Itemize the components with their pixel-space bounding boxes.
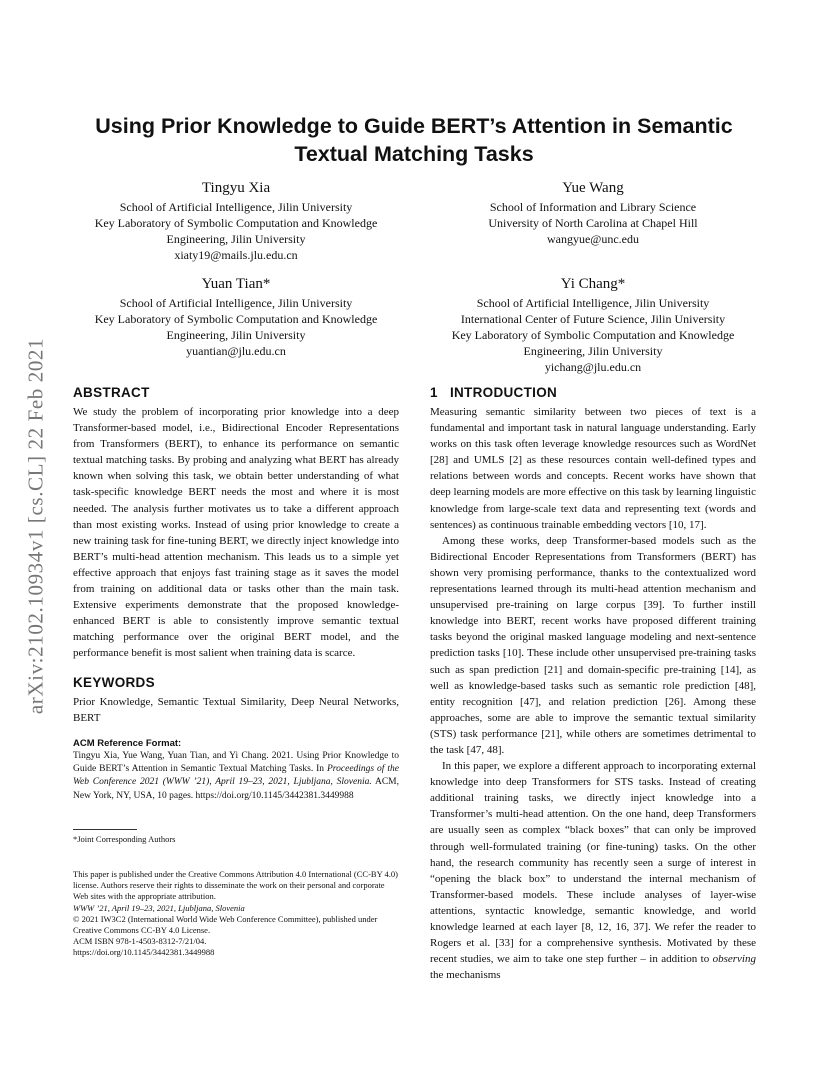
author-email: xiaty19@mails.jlu.edu.cn <box>174 248 298 262</box>
author-name: Yi Chang* <box>560 276 626 292</box>
license-isbn: ACM ISBN 978-1-4503-8312-7/21/04. <box>73 936 207 947</box>
author-block-1 <box>73 179 399 263</box>
author-affiliation: Engineering, Jilin University <box>523 344 663 358</box>
intro-emphasis: observing <box>712 953 756 966</box>
author-affiliation: Key Laboratory of Symbolic Computation and Knowledge <box>94 216 378 230</box>
introduction-heading: 1 INTRODUCTION <box>430 385 558 400</box>
intro-paragraph-3 <box>430 758 756 983</box>
author-affiliation: Key Laboratory of Symbolic Computation and Knowledge <box>451 328 735 342</box>
author-affiliation: School of Information and Library Science <box>489 200 697 214</box>
author-email: yuantian@jlu.edu.cn <box>186 344 286 358</box>
license-doi[interactable]: https://doi.org/10.1145/3442381.3449988 <box>73 947 215 958</box>
intro-paragraph-2: Among these works, deep Transformer-based models such as the Bidirectional Encoder Representations from Transformers (BERT) has shown very promising performance, thanks to the contextualized word representations learned through its multi-head attention mechanism and unsupervised pre-training on large corpus [39]. To further instill knowledge into BERT, recent works have proposed different training tasks beyond the original masked language modeling and next-sentence prediction tasks [10]. These include other unsupervised pre-training tasks such as span prediction [21] and domain-specific pre-training [14], as well as knowledge-based tasks such as semantic role prediction [48], entity recognition [47], and relation prediction [26]. Among these approaches, some are able to improve the semantic textual similarity (STS) task performance [21], while others are sometimes detrimental to the task [47, 48]. <box>430 534 756 756</box>
acm-reference-venue: Proceedings of the Web Conference 2021 (WWW ’21), April 19–23, 2021, Ljubljana, Slovenia. <box>73 763 399 788</box>
intro-paragraph-1: Measuring semantic similarity between two pieces of text is a fundamental and important task in natural language understanding. Early works on this task often leverage knowledge resources such as WordNet [28] and UMLS [2] as these resources contain well-defined types and relations between words and concepts. Recent works have shown that deep learning models are more effective on this task by learning linguistic knowledge from large-scale text data and representing text (words and sentences) as continuous trainable embedding vectors [10, 17]. <box>430 406 756 531</box>
title-line-2: Textual Matching Tasks <box>294 142 534 166</box>
left-column <box>73 384 399 803</box>
author-affiliation: School of Artificial Intelligence, Jilin University <box>119 200 353 214</box>
footnote-rule <box>73 829 137 830</box>
author-affiliation: Engineering, Jilin University <box>166 328 306 342</box>
abstract-heading: ABSTRACT <box>73 385 150 400</box>
author-affiliation: Engineering, Jilin University <box>166 232 306 246</box>
author-affiliation: International Center of Future Science, Jilin University <box>460 312 726 326</box>
author-affiliation: School of Artificial Intelligence, Jilin University <box>476 296 710 310</box>
acm-reference-heading: ACM Reference Format: <box>73 737 182 749</box>
author-email: wangyue@unc.edu <box>546 232 640 246</box>
acm-reference-part: ACM, New York, NY, USA, 10 pages. https://doi.org/10.1145/3442381.3449988 <box>73 777 399 801</box>
license-copyright: © 2021 IW3C2 (International World Wide Web Conference Committee), published under Creative Commons CC-BY 4.0 License. <box>73 913 378 936</box>
paper-title <box>60 112 768 168</box>
author-block-3 <box>73 275 399 359</box>
author-block-2 <box>430 179 756 247</box>
keywords-heading: KEYWORDS <box>73 674 155 690</box>
author-affiliation: University of North Carolina at Chapel Hill <box>488 216 698 230</box>
author-name: Yuan Tian* <box>201 276 271 292</box>
keywords-text: Prior Knowledge, Semantic Textual Similarity, Deep Neural Networks, BERT <box>73 695 399 724</box>
author-name: Tingyu Xia <box>201 180 271 196</box>
acm-reference-text <box>73 750 399 803</box>
intro-paragraph-3-end: the mechanisms <box>430 969 501 982</box>
arxiv-stamp <box>20 291 52 761</box>
license-block <box>73 869 399 959</box>
right-column <box>430 384 756 983</box>
acm-reference-part: Tingyu Xia, Yue Wang, Yuan Tian, and Yi Chang. 2021. Using Prior Knowledge to Guide BERT’s Attention in Semantic Textual Matching Tasks. In <box>73 750 399 774</box>
arxiv-id: arXiv:2102.10934v1 [cs.CL] 22 Feb 2021 <box>23 337 48 715</box>
author-name: Yue Wang <box>562 180 624 196</box>
footnote: *Joint Corresponding Authors <box>73 834 176 844</box>
intro-paragraph-3-text: In this paper, we explore a different approach to incorporating external knowledge into deep Transformers for STS tasks. Instead of creating additional training tasks, we directly inject knowledge into a Transformer’s multi-head attention. On the one hand, deep Transformers are usually seen as complex “black boxes” that can only be improved through well-formulated training (or fine-tuning) tasks. On the other hand, the research community has recently seen a surge of interest in “opening the black box” to understand the internal mechanism of Transformer-based models. These include analyses of layer-wise attentions, syntactic knowledge, semantic knowledge, and world knowledge learned at each layer [8, 12, 16, 37]. We refer the reader to Rogers et al. [33] for a comprehensive synthesis. Motivated by these recent studies, we aim to take one step further – in addition to <box>430 760 756 966</box>
abstract-text: We study the problem of incorporating prior knowledge into a deep Transformer-based model, i.e., Bidirectional Encoder Representations from Transformers (BERT), to enhance its performance on semantic textual matching tasks. By probing and analyzing what BERT has already known when solving this task, we obtain better understanding of what task-specific knowledge BERT needs the most and where it is most needed. The analysis further motivates us to take a different approach than most existing works. Instead of using prior knowledge to create a new training task for fine-tuning BERT, we directly inject knowledge into BERT’s multi-head attention mechanism. This leads us to a simple yet effective approach that enjoys fast training stage as it saves the model from training on additional data or tasks other than the main task. Extensive experiments demonstrate that the proposed knowledge-enhanced BERT is able to consistently improve semantic textual matching performance over the original BERT model, and the performance benefit is most salient when training data is scarce. <box>73 406 399 660</box>
license-conference: WWW ’21, April 19–23, 2021, Ljubljana, Slovenia <box>73 902 245 913</box>
license-text: This paper is published under the Creative Commons Attribution 4.0 International (CC-BY 4.0) license. Authors reserve their rights to disseminate the work on their personal and corporate Web sites with the appropriate attribution. <box>73 869 398 902</box>
author-affiliation: School of Artificial Intelligence, Jilin University <box>119 296 353 310</box>
author-affiliation: Key Laboratory of Symbolic Computation and Knowledge <box>94 312 378 326</box>
author-email: yichang@jlu.edu.cn <box>544 360 642 374</box>
title-line-1: Using Prior Knowledge to Guide BERT’s Attention in Semantic <box>95 114 733 138</box>
author-block-4 <box>410 275 776 375</box>
